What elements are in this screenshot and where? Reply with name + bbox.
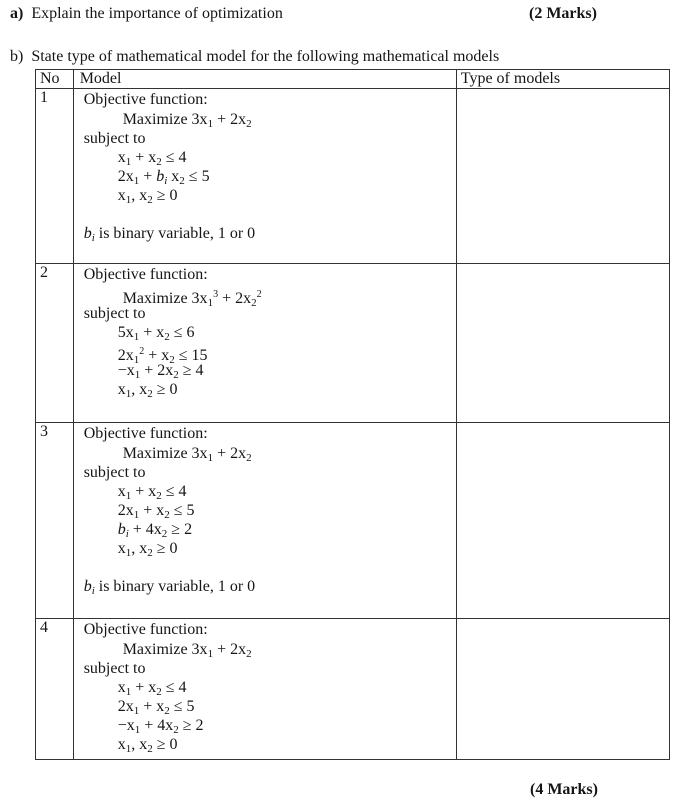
row-number: 4 [36, 619, 74, 760]
table-header-row [36, 70, 670, 89]
objective-label: Objective function: [83, 266, 208, 283]
header-no: No [36, 70, 74, 89]
subject-to-label: subject to [83, 464, 146, 481]
question-b [10, 48, 499, 66]
type-answer-cell[interactable] [456, 264, 669, 423]
type-answer-cell[interactable] [456, 89, 669, 264]
objective-expression: Maximize $3x_1 + 2x_2$ [122, 111, 252, 130]
objective-label: Objective function: [83, 621, 208, 638]
table-row [36, 423, 670, 619]
constraint: $2x_1 + x_2 \le 5$ [117, 502, 195, 521]
type-answer-cell[interactable] [456, 423, 669, 619]
constraint: $x_1$, $x_2 \ge 0$ [117, 736, 178, 755]
table-row [36, 89, 670, 264]
constraint: $2x_1^2 + x_2 \le 15$ [117, 346, 208, 366]
header-type: Type of models [456, 70, 669, 89]
question-b-label: b) [10, 48, 24, 65]
type-answer-cell[interactable] [456, 619, 669, 760]
subject-to-label: subject to [83, 660, 146, 677]
table-row [36, 264, 670, 423]
objective-expression: Maximize $3x_1 + 2x_2$ [122, 641, 252, 660]
question-b-marks: (4 Marks) [530, 781, 598, 798]
binary-note: $b_i$ is binary variable, 1 or 0 [83, 225, 256, 244]
models-table [35, 69, 670, 760]
model-cell [73, 423, 456, 619]
constraint: $-x_1 + 4x_2 \ge 2$ [117, 717, 204, 736]
objective-expression: Maximize $3x_1 + 2x_2$ [122, 445, 252, 464]
question-a-marks: (2 Marks) [529, 5, 597, 22]
model-cell [73, 619, 456, 760]
constraint: $2x_1 + x_2 \le 5$ [117, 698, 195, 717]
constraint: $2x_1 + b_i$ $x_2 \le 5$ [117, 168, 210, 187]
question-a-label: a) [10, 5, 24, 22]
table-row [36, 619, 670, 760]
row-number: 1 [36, 89, 74, 264]
objective-expression: Maximize $3x_1^3 + 2x_2^2$ [122, 289, 262, 309]
subject-to-label: subject to [83, 130, 146, 147]
model-cell [73, 264, 456, 423]
constraint: $x_1$, $x_2 \ge 0$ [117, 187, 178, 206]
constraint: $b_i + 4x_2 \ge 2$ [117, 521, 193, 540]
constraint: $x_1$, $x_2 \ge 0$ [117, 381, 178, 400]
objective-label: Objective function: [83, 91, 208, 108]
constraint: $5x_1 + x_2 \le 6$ [117, 324, 195, 343]
constraint: $x_1 + x_2 \le 4$ [117, 679, 187, 698]
constraint: $x_1 + x_2 \le 4$ [117, 483, 187, 502]
model-cell [73, 89, 456, 264]
row-number: 2 [36, 264, 74, 423]
binary-note: $b_i$ is binary variable, 1 or 0 [83, 578, 256, 597]
constraint: $-x_1 + 2x_2 \ge 4$ [117, 362, 204, 381]
header-model: Model [73, 70, 456, 89]
question-b-text: State type of mathematical model for the following mathematical models [31, 48, 500, 65]
subject-to-label: subject to [83, 305, 146, 322]
constraint: $x_1 + x_2 \le 4$ [117, 149, 187, 168]
constraint: $x_1$, $x_2 \ge 0$ [117, 540, 178, 559]
row-number: 3 [36, 423, 74, 619]
question-a-text: Explain the importance of optimization [31, 5, 283, 22]
objective-label: Objective function: [83, 425, 208, 442]
question-a [10, 5, 283, 23]
